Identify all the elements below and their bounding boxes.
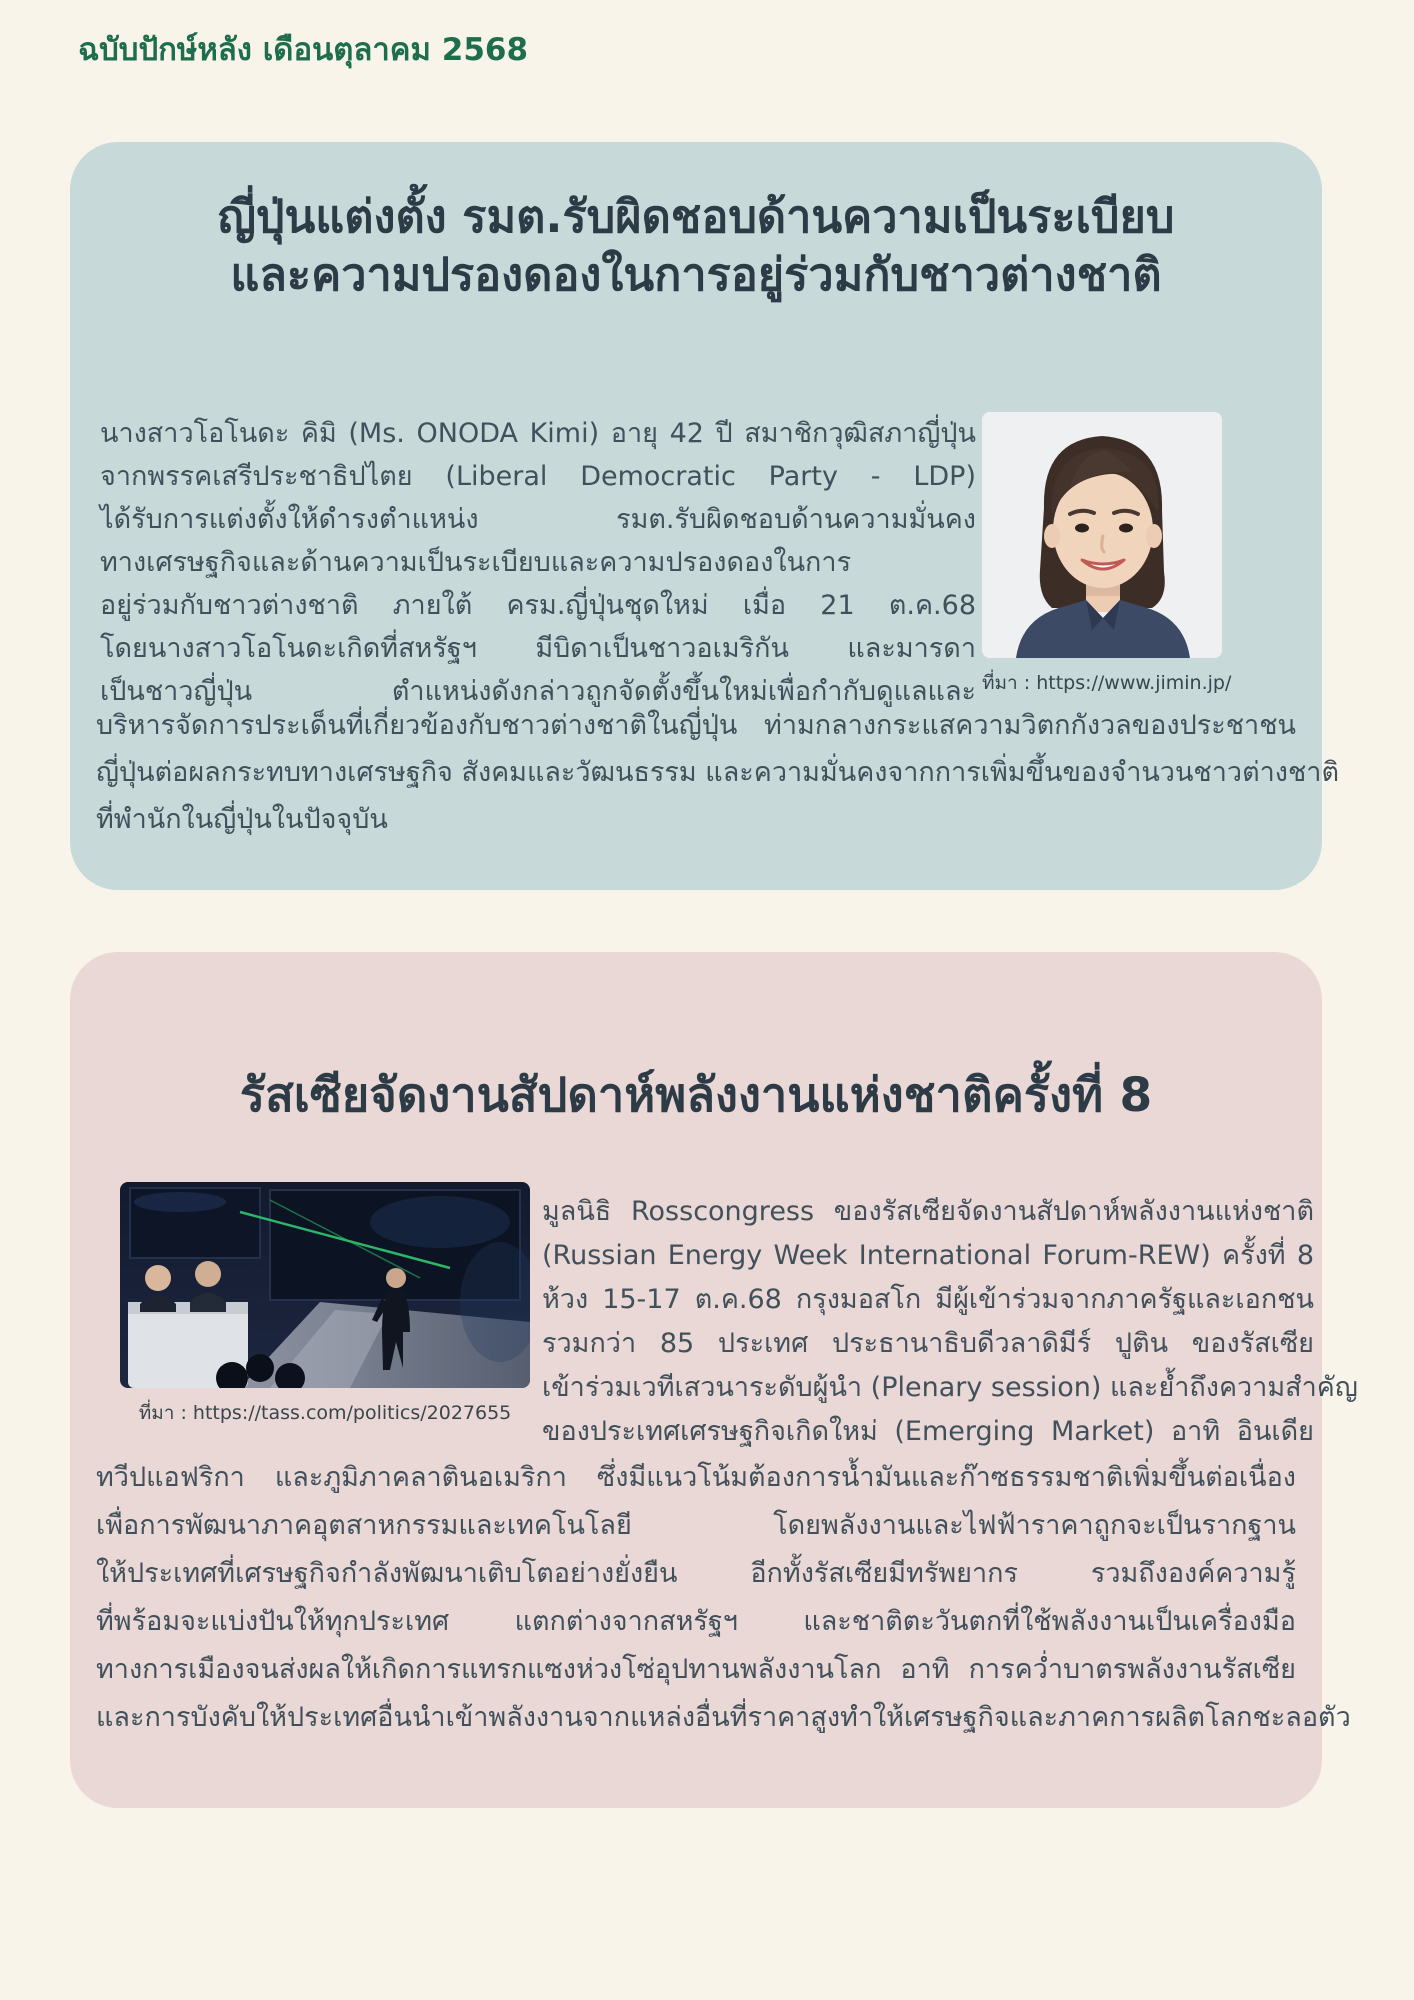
- article-japan-headline: [70, 188, 1322, 304]
- article-japan-headline-line2: และความปรองดองในการอยู่ร่วมกับชาวต่างชาติ: [230, 248, 1162, 301]
- body-line: ที่พำนักในญี่ปุ่นในปัจจุบัน: [96, 804, 388, 835]
- body-line: ได้รับการแต่งตั้งให้ดำรงตำแหน่ง รมต.รับผิดชอบด้านความมั่นคง: [100, 504, 976, 535]
- body-line: ทางเศรษฐกิจและด้านความเป็นระเบียบและความปรองดองในการ: [100, 547, 852, 578]
- body-line: (Russian Energy Week International Forum-REW) ครั้งที่ 8: [542, 1240, 1314, 1271]
- body-line: อยู่ร่วมกับชาวต่างชาติ ภายใต้ ครม.ญี่ปุ่นชุดใหม่ เมื่อ 21 ต.ค.68: [100, 590, 976, 621]
- article-russia-photo-caption: ที่มา : https://tass.com/politics/2027655: [138, 1402, 512, 1424]
- article-japan-headline-line1: ญี่ปุ่นแต่งตั้ง รมต.รับผิดชอบด้านความเป็นระเบียบ: [217, 190, 1175, 243]
- body-line: บริหารจัดการประเด็นที่เกี่ยวข้องกับชาวต่างชาติในญี่ปุ่น ท่ามกลางกระแสความวิตกกังวลของประชาชน: [96, 710, 1296, 741]
- body-line: ให้ประเทศที่เศรษฐกิจกำลังพัฒนาเติบโตอย่างยั่งยืน อีกทั้งรัสเซียมีทรัพยากร รวมถึงองค์ความรู้: [96, 1558, 1296, 1589]
- body-line: นางสาวโอโนดะ คิมิ (Ms. ONODA Kimi) อายุ 42 ปี สมาชิกวุฒิสภาญี่ปุ่น: [100, 418, 976, 449]
- issue-label: ฉบับปักษ์หลัง เดือนตุลาคม 2568: [78, 32, 529, 68]
- article-russia-card: [70, 952, 1358, 1808]
- body-line: เข้าร่วมเวทีเสวนาระดับผู้นำ (Plenary session) และย้ำถึงความสำคัญ: [542, 1372, 1358, 1403]
- russian-energy-week-photo: [120, 1182, 530, 1388]
- event-photo-graphic: [120, 1182, 530, 1388]
- body-line: เพื่อการพัฒนาภาคอุตสาหกรรมและเทคโนโลยี โดยพลังงานและไฟฟ้าราคาถูกจะเป็นรากฐาน: [96, 1510, 1296, 1541]
- body-line: มูลนิธิ Rosscongress ของรัสเซียจัดงานสัปดาห์พลังงานแห่งชาติ: [542, 1196, 1314, 1227]
- body-line: ที่พร้อมจะแบ่งปันให้ทุกประเทศ แตกต่างจากสหรัฐฯ และชาติตะวันตกที่ใช้พลังงานเป็นเครื่องมือ: [96, 1606, 1296, 1637]
- body-line: รวมกว่า 85 ประเทศ ประธานาธิบดีวลาดิมีร์ ปูติน ของรัสเซีย: [542, 1328, 1314, 1359]
- body-line: โดยนางสาวโอโนดะเกิดที่สหรัฐฯ มีบิดาเป็นชาวอเมริกัน และมารดา: [100, 633, 976, 664]
- body-line: ของประเทศเศรษฐกิจเกิดใหม่ (Emerging Market) อาทิ อินเดีย: [542, 1416, 1314, 1447]
- body-line: ห้วง 15-17 ต.ค.68 กรุงมอสโก มีผู้เข้าร่วมจากภาครัฐและเอกชน: [542, 1284, 1314, 1315]
- body-line: ญี่ปุ่นต่อผลกระทบทางเศรษฐกิจ สังคมและวัฒนธรรม และความมั่นคงจากการเพิ่มขึ้นของจำนวนชาวต่างชาติ: [96, 757, 1339, 788]
- article-japan-body-full: [96, 702, 1339, 843]
- body-line: เป็นชาวญี่ปุ่น ตำแหน่งดังกล่าวถูกจัดตั้งขึ้นใหม่เพื่อกำกับดูแลและ: [100, 676, 976, 707]
- article-japan-photo-caption: ที่มา : https://www.jimin.jp/: [982, 672, 1232, 694]
- article-russia-body-column: [542, 1190, 1358, 1454]
- body-line: ทวีปแอฟริกา และภูมิภาคลาตินอเมริกา ซึ่งมีแนวโน้มต้องการน้ำมันและก๊าซธรรมชาติเพิ่มขึ้นต่อเนื่อง: [96, 1462, 1296, 1493]
- article-japan-card: [70, 142, 1339, 890]
- onoda-kimi-portrait-photo: [982, 412, 1222, 658]
- body-line: จากพรรคเสรีประชาธิปไตย (Liberal Democratic Party - LDP): [100, 461, 976, 492]
- body-line: ทางการเมืองจนส่งผลให้เกิดการแทรกแซงห่วงโซ่อุปทานพลังงานโลก อาทิ การคว่ำบาตรพลังงานรัสเซีย: [96, 1654, 1296, 1685]
- article-russia-body-full: [96, 1454, 1351, 1742]
- article-japan-body-column: [100, 412, 976, 713]
- article-russia-headline: รัสเซียจัดงานสัปดาห์พลังงานแห่งชาติครั้งที่ 8: [239, 1068, 1153, 1123]
- portrait-photo-graphic: [982, 412, 1222, 658]
- body-line: และการบังคับให้ประเทศอื่นนำเข้าพลังงานจากแหล่งอื่นที่ราคาสูงทำให้เศรษฐกิจและภาคการผลิตโลกชะลอตัว: [96, 1702, 1351, 1733]
